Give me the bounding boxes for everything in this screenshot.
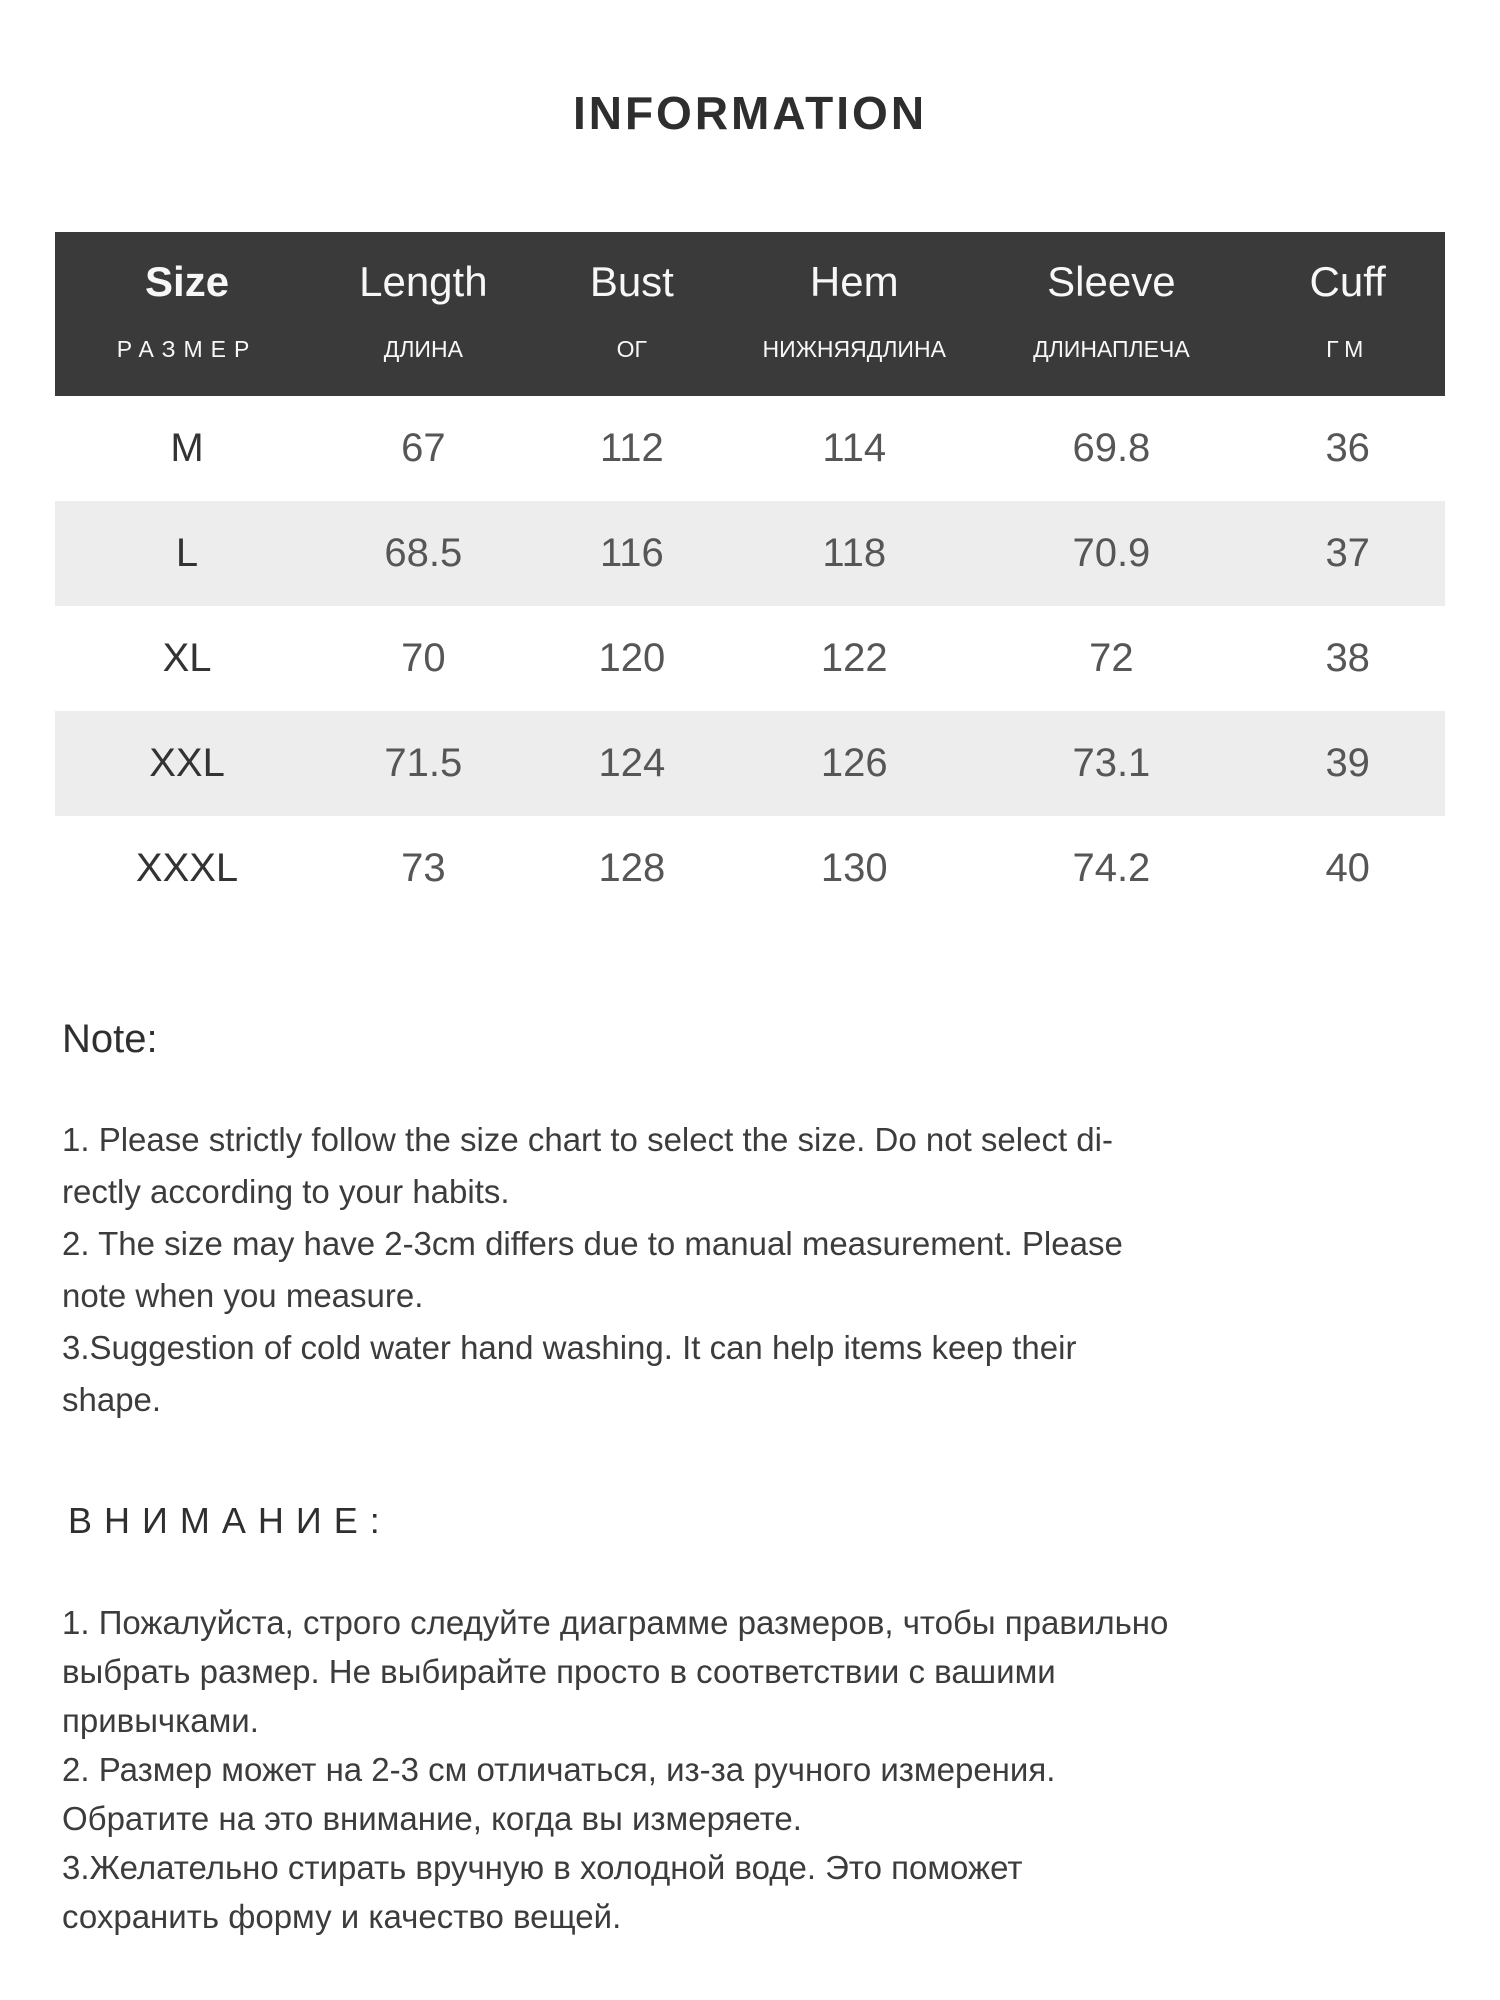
size-table-body: [55, 396, 1445, 921]
sleeve-cell: 73.1: [1072, 741, 1151, 785]
hem-cell: 130: [820, 846, 888, 890]
sleeve-cell: 69.8: [1072, 426, 1151, 470]
sleeve-cell: 70.9: [1072, 531, 1151, 575]
table-row: [55, 816, 1445, 921]
column-header: [736, 232, 972, 396]
cuff-cell: 38: [1325, 636, 1370, 680]
note-line: выбрать размер. Не выбирайте просто в соответствии с вашими: [62, 1653, 1056, 1690]
size-cell: XXXL: [135, 846, 239, 890]
length-cell: 73: [401, 846, 446, 890]
table-row: [55, 501, 1445, 606]
table-row: [55, 396, 1445, 501]
note-line: 3.Желательно стирать вручную в холодной воде. Это поможет: [62, 1849, 1023, 1886]
note-line: rectly according to your habits.: [62, 1173, 510, 1210]
length-cell: 67: [401, 426, 446, 470]
sleeve-cell: 72: [1089, 636, 1134, 680]
column-sublabel: ДЛИНА: [383, 336, 463, 362]
hem-cell: 118: [822, 531, 887, 575]
length-cell: 68.5: [384, 531, 463, 575]
size-table-header: [55, 232, 1445, 396]
table-row: [55, 606, 1445, 711]
column-label: Cuff: [1309, 258, 1386, 305]
column-label: Hem: [809, 258, 899, 305]
column-sublabel: ОГ: [616, 336, 648, 362]
bust-cell: 124: [598, 741, 666, 785]
bust-cell: 116: [599, 531, 664, 575]
column-header: [1250, 232, 1445, 396]
page-title: INFORMATION: [572, 87, 928, 139]
size-cell: M: [170, 426, 204, 470]
column-header: [528, 232, 737, 396]
size-table: [55, 232, 1445, 921]
column-header: [972, 232, 1250, 396]
column-sublabel: ГМ: [1326, 336, 1370, 362]
note-line: 3.Suggestion of cold water hand washing. It can help items keep their: [62, 1329, 1077, 1366]
size-cell: L: [175, 531, 199, 575]
note-line: 2. Размер может на 2-3 см отличаться, из-за ручного измерения.: [62, 1751, 1056, 1788]
note-line: shape.: [62, 1381, 162, 1418]
note-line: 1. Please strictly follow the size chart to select the size. Do not select di-: [62, 1121, 1113, 1158]
bust-cell: 120: [598, 636, 666, 680]
cuff-cell: 39: [1325, 741, 1370, 785]
length-cell: 71.5: [384, 741, 463, 785]
note-heading-english: Note:: [62, 1017, 158, 1061]
column-sublabel: ДЛИНАПЛЕЧА: [1033, 336, 1190, 362]
note-section-russian: [62, 1498, 1452, 1941]
column-sublabel: НИЖНЯЯДЛИНА: [762, 336, 946, 362]
note-lines-russian: [62, 1598, 1452, 1941]
cuff-cell: 36: [1325, 426, 1370, 470]
size-cell: XL: [162, 636, 212, 680]
hem-cell: 126: [820, 741, 888, 785]
column-label: Sleeve: [1047, 258, 1176, 305]
note-line: 2. The size may have 2-3cm differs due to manual measurement. Please: [62, 1225, 1123, 1262]
sleeve-cell: 74.2: [1072, 846, 1151, 890]
table-row: [55, 711, 1445, 816]
column-label: Length: [359, 258, 488, 305]
column-sublabel: РАЗМЕР: [116, 336, 258, 362]
column-label: Bust: [589, 258, 674, 305]
column-header: [319, 232, 528, 396]
note-line: Обратите на это внимание, когда вы измеряете.: [62, 1800, 802, 1837]
cuff-cell: 40: [1325, 846, 1370, 890]
note-heading-russian: ВНИМАНИЕ:: [68, 1500, 392, 1541]
hem-cell: 114: [822, 426, 887, 470]
note-section-english: [62, 1016, 1452, 1426]
note-line: 1. Пожалуйста, строго следуйте диаграмме размеров, чтобы правильно: [62, 1604, 1169, 1641]
column-label: Size: [145, 258, 230, 305]
cuff-cell: 37: [1325, 531, 1370, 575]
bust-cell: 128: [598, 846, 666, 890]
size-cell: XXL: [149, 741, 225, 785]
column-header: [55, 232, 319, 396]
hem-cell: 122: [820, 636, 888, 680]
note-line: сохранить форму и качество вещей.: [62, 1898, 622, 1935]
note-line: note when you measure.: [62, 1277, 424, 1314]
length-cell: 70: [401, 636, 446, 680]
bust-cell: 112: [599, 426, 664, 470]
note-line: привычками.: [62, 1702, 259, 1739]
note-lines-english: [62, 1114, 1452, 1426]
